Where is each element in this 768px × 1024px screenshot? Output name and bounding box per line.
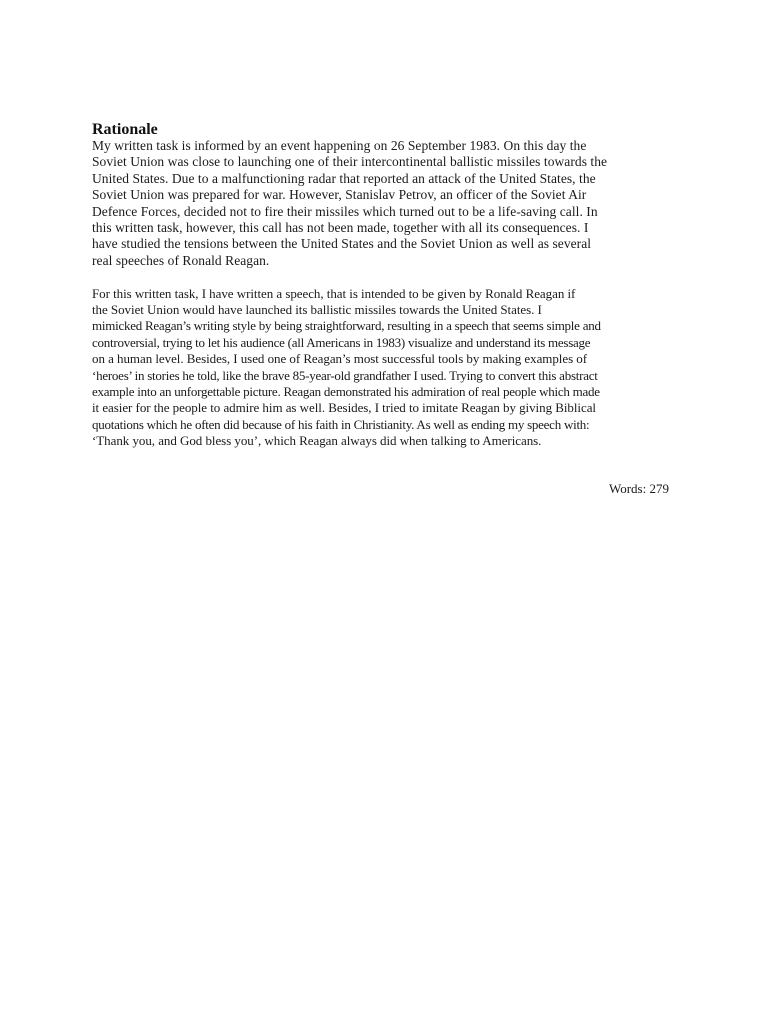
paragraph-line: it easier for the people to admire him as well. Besides, I tried to imitate Reagan by giving Biblical (92, 400, 596, 416)
paragraph-line: quotations which he often did because of his faith in Christianity. As well as ending my speech with: (92, 416, 590, 432)
document-body (92, 121, 692, 450)
paragraph-line: real speeches of Ronald Reagan. (92, 252, 270, 268)
paragraph-line: Soviet Union was prepared for war. However, Stanislav Petrov, an officer of the Soviet Air (92, 187, 587, 203)
paragraph-1 (92, 138, 692, 269)
paragraph-line: My written task is informed by an event happening on 26 September 1983. On this day the (92, 138, 587, 153)
paragraph-line: Defence Forces, decided not to fire their missiles which turned out to be a life-saving call. In (92, 203, 598, 219)
paragraph-line: Soviet Union was close to launching one of their intercontinental ballistic missiles towards the (92, 154, 608, 170)
paragraph-line: have studied the tensions between the United States and the Soviet Union as well as several (92, 236, 592, 252)
paragraph-line: the Soviet Union would have launched its ballistic missiles towards the United States. I (92, 302, 542, 318)
paragraph-line: For this written task, I have written a speech, that is intended to be given by Ronald Reagan if (92, 285, 576, 301)
paragraph-line: mimicked Reagan’s writing style by being straightforward, resulting in a speech that seems simple and (92, 318, 601, 334)
paragraph-line: United States. Due to a malfunctioning radar that reported an attack of the United States, the (92, 170, 596, 186)
paragraph-line: ‘Thank you, and God bless you’, which Reagan always did when talking to Americans. (92, 433, 542, 449)
paragraph-2 (92, 286, 692, 450)
paragraph-line: this written task, however, this call has not been made, together with all its consequences. I (92, 220, 589, 236)
word-count: Words: 279 (609, 481, 669, 496)
paragraph-line: ‘heroes’ in stories he told, like the brave 85-year-old grandfather I used. Trying to convert this abstract (92, 367, 598, 383)
document-heading: Rationale (92, 121, 158, 138)
paragraph-line: controversial, trying to let his audience (all Americans in 1983) visualize and understand its message (92, 334, 591, 350)
paragraph-line: on a human level. Besides, I used one of Reagan’s most successful tools by making examples of (92, 351, 588, 367)
paragraph-line: example into an unforgettable picture. Reagan demonstrated his admiration of real people which made (92, 384, 600, 400)
